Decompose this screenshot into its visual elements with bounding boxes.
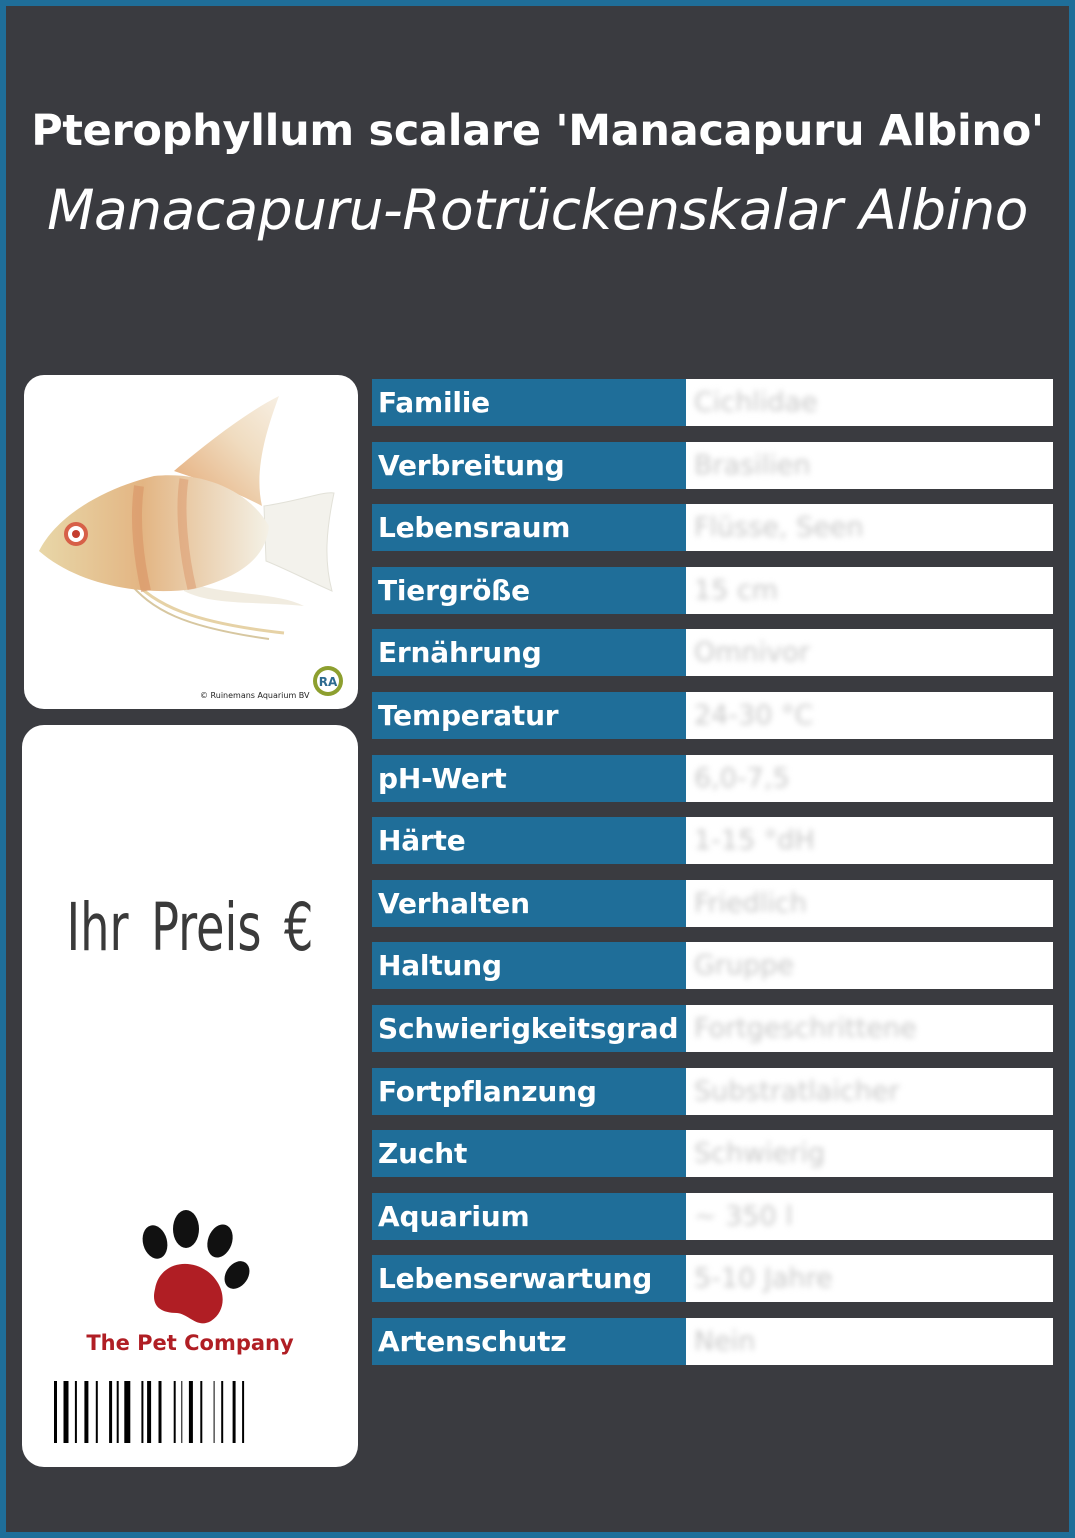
info-value-cell — [686, 692, 1053, 739]
info-value-cell — [686, 942, 1053, 989]
info-value: Substratlaicher — [694, 1075, 900, 1107]
info-label: Lebenserwartung — [372, 1255, 686, 1302]
info-value: Friedlich — [694, 887, 807, 919]
info-label: Härte — [372, 817, 686, 864]
info-label: Zucht — [372, 1130, 686, 1177]
info-row — [372, 567, 1053, 614]
barcode-bar — [141, 1381, 143, 1443]
info-value: 24-30 °C — [694, 699, 814, 731]
info-value-cell — [686, 567, 1053, 614]
info-row — [372, 1130, 1053, 1177]
info-label: pH-Wert — [372, 755, 686, 802]
info-row — [372, 692, 1053, 739]
barcode-bar — [174, 1381, 176, 1443]
info-row — [372, 942, 1053, 989]
barcode-bar — [233, 1381, 236, 1443]
info-value: Cichlidae — [694, 387, 818, 418]
info-row — [372, 629, 1053, 676]
info-row — [372, 1255, 1053, 1302]
info-value: 15 cm — [694, 574, 779, 606]
barcode-bar — [84, 1381, 88, 1443]
barcode-bar — [159, 1381, 162, 1443]
info-value: Flüsse, Seen — [694, 512, 864, 544]
barcode-bar — [96, 1381, 98, 1443]
barcode-bar — [189, 1381, 193, 1443]
info-row — [372, 442, 1053, 489]
info-value: Brasilien — [694, 449, 811, 481]
info-row — [372, 379, 1053, 426]
barcode-bar — [242, 1381, 244, 1443]
info-label: Schwierigkeitsgrad — [372, 1005, 686, 1052]
common-name: Manacapuru-Rotrückenskalar Albino — [47, 178, 1028, 242]
scientific-name: Pterophyllum scalare 'Manacapuru Albino' — [31, 106, 1044, 156]
info-value-cell — [686, 755, 1053, 802]
info-label: Aquarium — [372, 1193, 686, 1240]
info-value-cell — [686, 504, 1053, 551]
fish-photo — [34, 391, 344, 661]
info-label: Temperatur — [372, 692, 686, 739]
paw-icon — [137, 1209, 252, 1329]
photo-credit: © Ruinemans Aquarium BV — [200, 691, 310, 700]
info-label: Haltung — [372, 942, 686, 989]
info-row — [372, 817, 1053, 864]
barcode-bar — [124, 1381, 130, 1443]
info-value: 1-15 °dH — [694, 825, 815, 857]
barcode-bar — [147, 1381, 151, 1443]
info-label: Familie — [372, 379, 686, 426]
barcode-bar — [64, 1381, 69, 1443]
info-row — [372, 504, 1053, 551]
info-value-cell — [686, 1255, 1053, 1302]
info-label: Verhalten — [372, 880, 686, 927]
info-value-cell — [686, 1193, 1053, 1240]
info-value: 6,0-7,5 — [694, 762, 790, 794]
product-card — [6, 6, 1069, 1532]
info-value: ~ 350 l — [694, 1200, 793, 1232]
info-value: Gruppe — [694, 950, 795, 982]
info-label: Lebensraum — [372, 504, 686, 551]
info-row — [372, 1068, 1053, 1115]
info-value: Nein — [694, 1325, 756, 1357]
company-name: The Pet Company — [86, 1331, 294, 1355]
info-row — [372, 880, 1053, 927]
barcode-bar — [200, 1381, 202, 1443]
info-label: Artenschutz — [372, 1318, 686, 1365]
info-value: 5-10 Jahre — [694, 1263, 833, 1295]
info-label: Fortpflanzung — [372, 1068, 686, 1115]
info-table — [372, 379, 1053, 1381]
info-value: Fortgeschrittene — [694, 1012, 917, 1044]
info-row — [372, 1193, 1053, 1240]
barcode-bar — [221, 1381, 223, 1443]
price-box — [22, 725, 358, 1467]
barcode-bar — [214, 1381, 215, 1443]
info-value-cell — [686, 442, 1053, 489]
info-value-cell — [686, 1005, 1053, 1052]
info-value-cell — [686, 817, 1053, 864]
info-value-cell — [686, 379, 1053, 426]
info-label: Tiergröße — [372, 567, 686, 614]
info-value: Schwierig — [694, 1138, 826, 1170]
info-row — [372, 755, 1053, 802]
barcode-bar — [109, 1381, 112, 1443]
info-row — [372, 1005, 1053, 1052]
info-label: Ernährung — [372, 629, 686, 676]
info-value-cell — [686, 1318, 1053, 1365]
barcode-bar — [54, 1381, 57, 1443]
info-value-cell — [686, 1130, 1053, 1177]
ra-logo-text: RA — [318, 675, 338, 689]
info-label: Verbreitung — [372, 442, 686, 489]
barcode-bar — [181, 1381, 182, 1443]
barcode-bar — [117, 1381, 119, 1443]
barcode-bar — [75, 1381, 77, 1443]
barcode — [54, 1381, 334, 1443]
info-value-cell — [686, 880, 1053, 927]
ra-logo-icon — [312, 665, 344, 697]
fish-photo-box — [24, 375, 358, 709]
info-row — [372, 1318, 1053, 1365]
price-label: Ihr Preis € — [66, 889, 314, 966]
info-value-cell — [686, 629, 1053, 676]
info-value-cell — [686, 1068, 1053, 1115]
info-value: Omnivor — [694, 637, 810, 669]
